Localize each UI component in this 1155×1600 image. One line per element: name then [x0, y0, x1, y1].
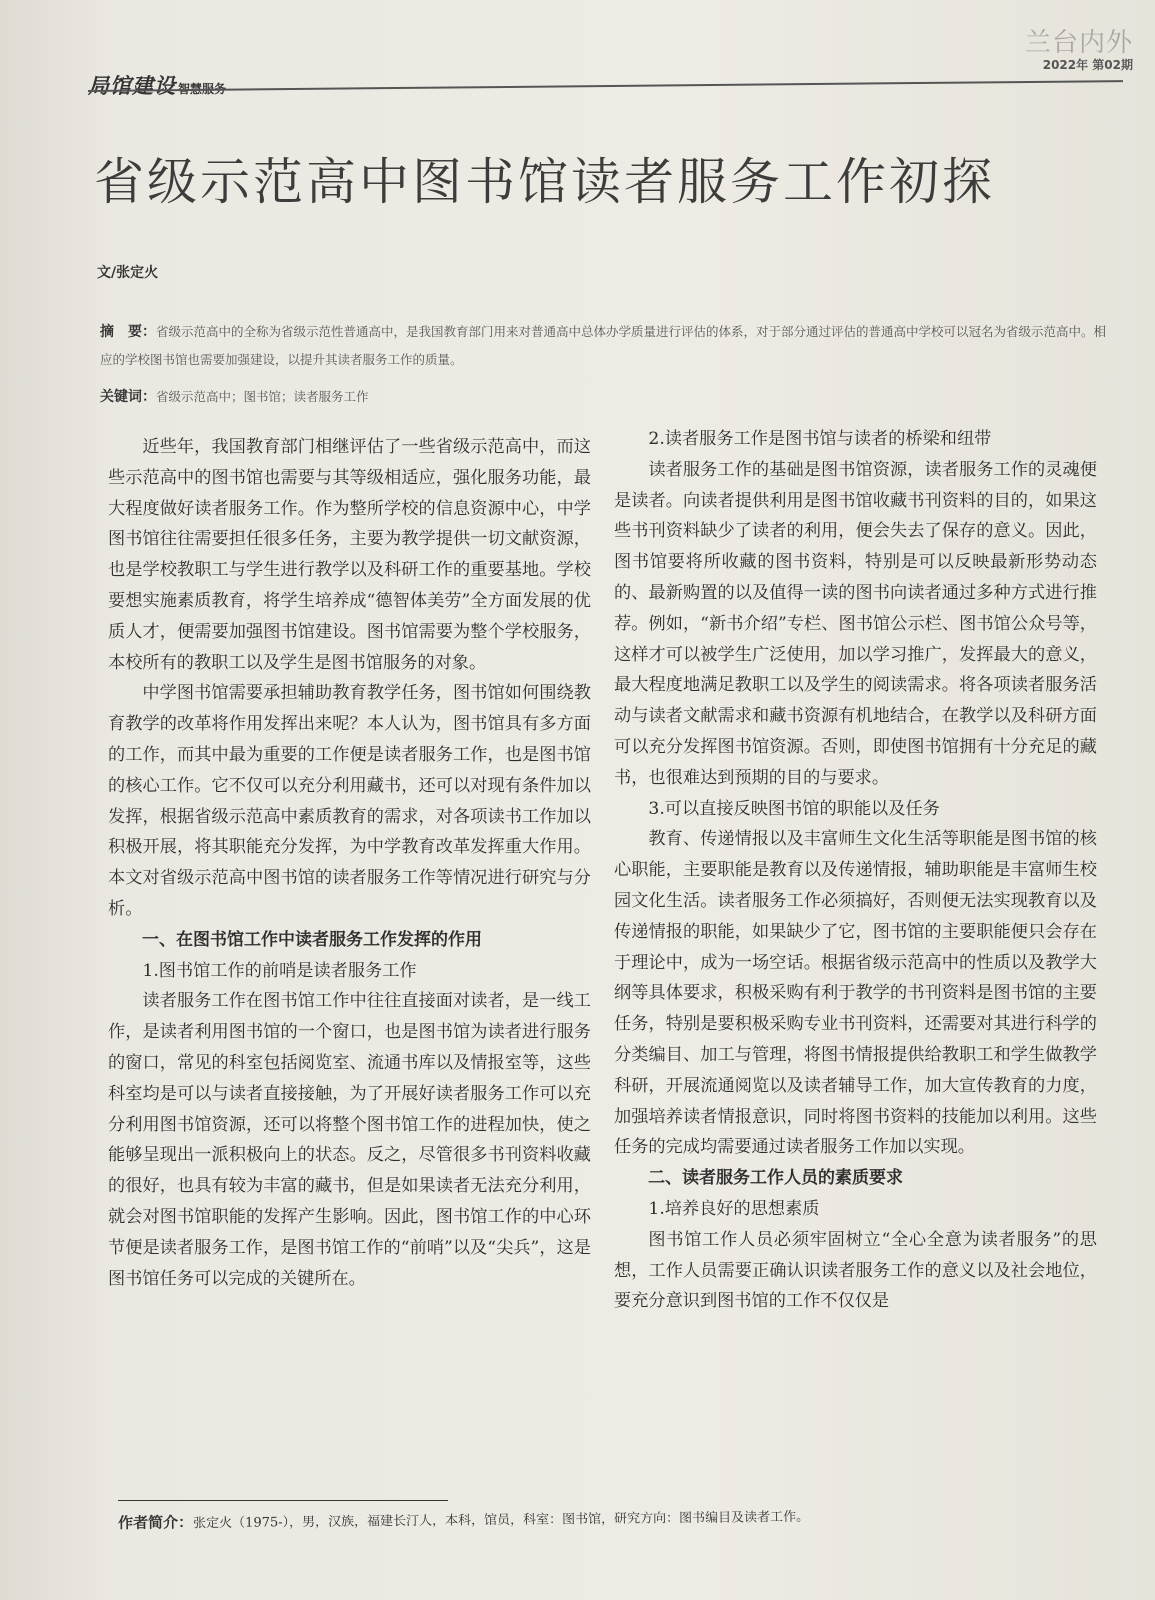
paragraph: 教育、传递情报以及丰富师生文化生活等职能是图书馆的核心职能，主要职能是教育以及传递情报，辅助职能是丰富师生校园文化生活。读者服务工作必须搞好，否则便无法实现教育以及传递情报的职能，如果缺少了它，图书馆的主要职能便只会存在于理论中，成为一场空话。根据省级示范高中的性质以及教学大纲等具体要求，积极采购有利于教学的书刊资料是图书馆的主要任务，特别是要积极采购专业书刊资料，还需要对其进行科学的分类编目、加工与管理，将图书情报提供给教职工和学生做教学科研，开展流通阅览以及读者辅导工作，加大宣传教育的力度，加强培养读者情报意识，同时将图书资料的技能加以利用。这些任务的完成均需要通过读者服务工作加以实现。: [614, 829, 1097, 1158]
abstract-text: 省级示范高中的全称为省级示范性普通高中，是我国教育部门用来对普通高中总体办学质量进行评估的体系，对于部分通过评估的普通高中学校可以冠名为省级示范高中。相应的学校图书馆也需要加强建设，以提升其读者服务工作的质量。: [100, 324, 1107, 367]
left-column: [108, 432, 591, 1294]
paragraph: 读者服务工作的基础是图书馆资源，读者服务工作的灵魂便是读者。向读者提供利用是图书馆收藏书刊资料的目的，如果这些书刊资料缺少了读者的利用，便会失去了保存的意义。因此，图书馆要将所收藏的图书资料，特别是可以反映最新形势动态的、最新购置的以及值得一读的图书向读者通过多种方式进行推荐。例如，“新书介绍”专栏、图书馆公示栏、图书馆公众号等，这样才可以被学生广泛使用，加以学习推广，发挥最大的意义，最大程度地满足教职工以及学生的阅读需求。将各项读者服务活动与读者文献需求和藏书资源有机地结合，在教学以及科研方面可以充分发挥图书馆资源。否则，即使图书馆拥有十分充足的藏书，也很难达到预期的目的与要求。: [614, 459, 1097, 788]
keywords: [100, 386, 369, 406]
section-main: 局馆建设: [88, 74, 176, 98]
section-heading: 一、在图书馆工作中读者服务工作发挥的作用: [142, 929, 482, 950]
magazine-name: 兰台内外: [1024, 28, 1133, 58]
author-note: [118, 1505, 809, 1533]
article-title: 省级示范高中图书馆读者服务工作初探: [94, 153, 995, 211]
abstract: [100, 318, 1115, 374]
subsection-heading: 1.图书馆工作的前哨是读者服务工作: [142, 960, 417, 981]
subsection-heading: 1.培养良好的思想素质: [648, 1198, 820, 1219]
issue-number: 2022年 第02期: [1042, 58, 1133, 72]
header-rule: [88, 80, 1123, 92]
section-heading: 二、读者服务工作人员的素质要求: [648, 1168, 903, 1189]
author-note-label: 作者简介：: [118, 1513, 194, 1532]
abstract-label: 摘 要：: [100, 324, 156, 340]
subsection-heading: 2.读者服务工作是图书馆与读者的桥梁和纽带: [648, 429, 992, 449]
article-author: 文/张定火: [97, 265, 159, 281]
subsection-heading: 3.可以直接反映图书馆的职能以及任务: [648, 798, 940, 819]
keywords-label: 关键词：: [100, 389, 156, 405]
footnote-rule: [118, 1500, 448, 1501]
section-tag: [88, 70, 226, 100]
keywords-text: 省级示范高中；图书馆；读者服务工作: [156, 389, 369, 404]
paragraph: 图书馆工作人员必须牢固树立“全心全意为读者服务”的思想，工作人员需要正确认识读者服务工作的意义以及社会地位，要充分意识到图书馆的工作不仅仅是: [614, 1229, 1097, 1312]
right-column: [614, 424, 1097, 1317]
section-sub: 智慧服务: [178, 82, 227, 96]
paragraph: 近些年，我国教育部门相继评估了一些省级示范高中，而这些示范高中的图书馆也需要与其等级相适应，强化服务功能，最大程度做好读者服务工作。作为整所学校的信息资源中心，中学图书馆往往需要担任很多任务，主要为教学提供一切文献资源，也是学校教职工与学生进行教学以及科研工作的重要基地。学校要想实施素质教育，将学生培养成“德智体美劳”全方面发展的优质人才，便需要加强图书馆建设。图书馆需要为整个学校服务，本校所有的教职工以及学生是图书馆服务的对象。: [108, 437, 591, 673]
author-note-text: 张定火（1975-），男，汉族，福建长汀人，本科，馆员，科室：图书馆，研究方向：图书编目及读者工作。: [193, 1509, 810, 1532]
paragraph: 中学图书馆需要承担辅助教育教学任务，图书馆如何围绕教育教学的改革将作用发挥出来呢？本人认为，图书馆具有多方面的工作，而其中最为重要的工作便是读者服务工作，也是图书馆的核心工作。它不仅可以充分利用藏书，还可以对现有条件加以发挥，根据省级示范高中素质教育的需求，对各项读书工作加以积极开展，将其职能充分发挥，为中学教育改革发挥重大作用。本文对省级示范高中图书馆的读者服务工作等情况进行研究与分析。: [108, 683, 591, 919]
paragraph: 读者服务工作在图书馆工作中往往直接面对读者，是一线工作，是读者利用图书馆的一个窗口，也是图书馆为读者进行服务的窗口，常见的科室包括阅览室、流通书库以及情报室等，这些科室均是可以与读者直接接触，为了开展好读者服务工作可以充分利用图书馆资源，还可以将整个图书馆工作的进程加快，使之能够呈现出一派积极向上的状态。反之，尽管很多书刊资料收藏的很好，也具有较为丰富的藏书，但是如果读者无法充分利用，就会对图书馆职能的发挥产生影响。因此，图书馆工作的中心环节便是读者服务工作，是图书馆工作的“前哨”以及“尖兵”，这是图书馆任务可以完成的关键所在。: [108, 991, 591, 1289]
